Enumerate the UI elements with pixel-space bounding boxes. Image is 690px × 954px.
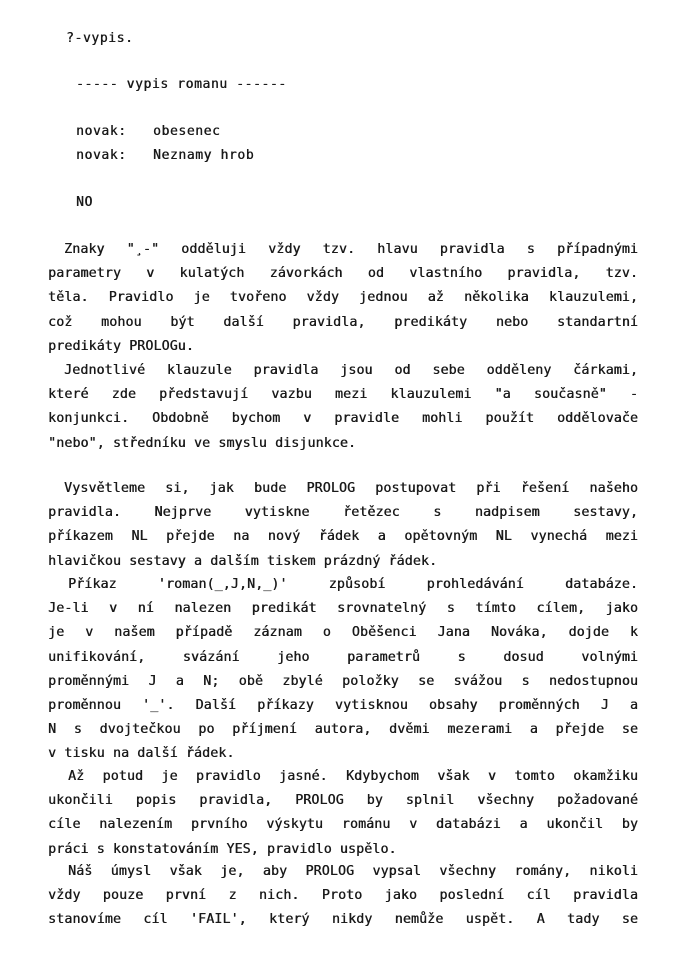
console-entry-author: novak: xyxy=(76,148,127,163)
text-line: které zde představují vazbu mezi klauzulemi "a současně" - xyxy=(48,387,638,403)
text-line: Náš úmysl však je, aby PROLOG vypsal všechny romány, nikoli xyxy=(68,864,638,879)
text-line: vždy pouze první z nich. Proto jako poslední cíl pravidla xyxy=(48,888,638,904)
text-line: N s dvojtečkou po příjmení autora, dvěmi mezerami a přejde se xyxy=(48,722,638,738)
text-line: Znaky "¸-" odděluji vždy tzv. hlavu pravidla s případnými xyxy=(64,242,638,257)
text-line: těla. Pravidlo je tvořeno vždy jednou až několika klauzulemi, xyxy=(48,290,638,306)
text-line: příkazem NL přejde na nový řádek a opětovným NL vynechá mezi xyxy=(48,529,638,545)
text-line: je v našem případě záznam o Oběšenci Jana Nováka, dojde k xyxy=(48,625,638,641)
text-line: predikáty PROLOGu. xyxy=(48,338,194,354)
text-line: Je-li v ní nalezen predikát srovnatelný s tímto cílem, jako xyxy=(48,601,638,617)
text-line: Vysvětleme si, jak bude PROLOG postupovat při řešení našeho xyxy=(64,481,638,496)
text-line: proměnnou '_'. Další příkazy vytisknou obsahy proměnných J a xyxy=(48,697,638,713)
text-line: Až potud je pravidlo jasné. Kdybychom však v tomto okamžiku xyxy=(68,769,638,784)
text-line: cíle nalezením prvního výskytu románu v databázi a ukončil by xyxy=(48,817,638,833)
text-line: stanovíme cíl 'FAIL', který nikdy nemůže uspět. A tady se xyxy=(48,912,638,928)
text-line: parametry v kulatých závorkách od vlastního pravidla, tzv. xyxy=(48,266,638,282)
paragraph xyxy=(48,765,638,862)
text-line: proměnnými J a N; obě zbylé položky se svážou s nedostupnou xyxy=(48,673,638,689)
text-line: v tisku na další řádek. xyxy=(48,746,235,762)
text-line: práci s konstatováním YES, pravidlo uspělo. xyxy=(48,841,397,857)
text-line: pravidla. Nejprve vytiskne řetězec s nadpisem sestavy, xyxy=(48,505,638,521)
text-line: hlavičkou sestavy a dalším tiskem prázdný řádek. xyxy=(48,553,438,569)
text-line: "nebo", středníku ve smyslu disjunkce. xyxy=(48,435,357,451)
console-result: NO xyxy=(76,195,93,210)
console-entry-title: Neznamy hrob xyxy=(153,148,255,163)
text-line: Příkaz 'roman(_,J,N,_)' způsobí prohledávání databáze. xyxy=(68,577,638,592)
text-line: což mohou být další pravidla, predikáty nebo standartní xyxy=(48,314,638,330)
paragraph xyxy=(48,359,638,456)
console-entry-author: novak: xyxy=(76,124,127,139)
console-entry-title: obesenec xyxy=(153,124,221,139)
text-line: ukončili popis pravidla, PROLOG by splnil všechny požadované xyxy=(48,793,638,809)
text-line: unifikování, svázání jeho parametrů s dosud volnými xyxy=(48,649,638,665)
paragraph xyxy=(48,477,638,574)
text-line: konjunkci. Obdobně bychom v pravidle mohli použít oddělovače xyxy=(48,411,638,427)
paragraph xyxy=(48,573,638,767)
paragraph xyxy=(48,238,638,359)
text-line: Jednotlivé klauzule pravidla jsou od sebe odděleny čárkami, xyxy=(64,363,638,378)
console-header: ----- vypis romanu ------ xyxy=(76,77,287,92)
console-prompt: ?-vypis. xyxy=(66,31,134,46)
paragraph xyxy=(48,860,638,933)
